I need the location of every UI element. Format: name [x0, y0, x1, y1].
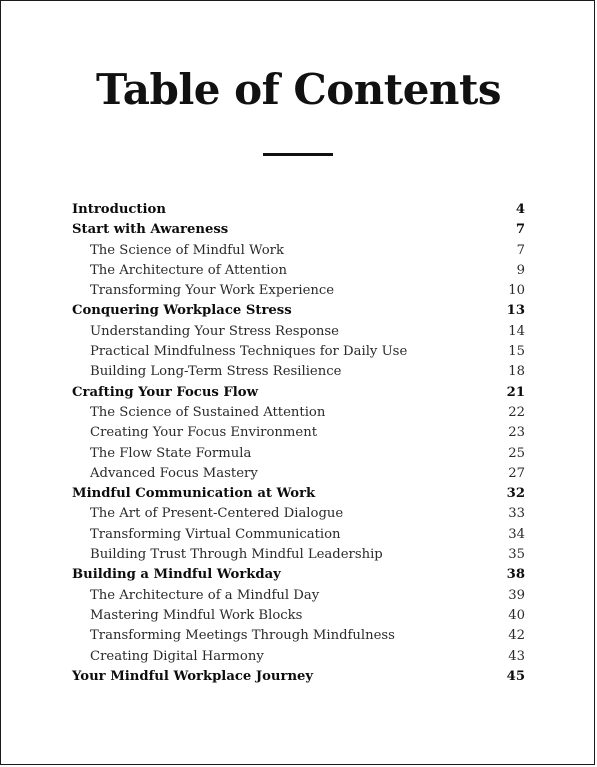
toc-chapter-entry[interactable]	[72, 667, 525, 687]
toc-entry-label: Crafting Your Focus Flow	[72, 384, 258, 400]
toc-section-entry[interactable]	[72, 606, 525, 626]
toc-entry-label: Introduction	[72, 202, 166, 217]
title-divider	[263, 153, 333, 156]
toc-page-number: 21	[506, 384, 525, 400]
toc-page-number: 23	[508, 425, 525, 441]
toc-entry-label: The Science of Mindful Work	[90, 242, 284, 258]
toc-chapter-entry[interactable]	[72, 200, 525, 220]
toc-entry-label: The Architecture of Attention	[90, 262, 287, 278]
toc-section-entry[interactable]	[72, 626, 525, 646]
toc-page-number: 32	[506, 486, 525, 502]
toc-section-entry[interactable]	[72, 403, 525, 423]
table-of-contents	[72, 200, 525, 687]
toc-entry-label: The Flow State Formula	[90, 445, 252, 461]
toc-entry-label: Mindful Communication at Work	[72, 486, 316, 502]
toc-page-number: 13	[506, 303, 525, 319]
toc-chapter-entry[interactable]	[72, 383, 525, 403]
toc-section-entry[interactable]	[72, 322, 525, 342]
toc-entry-label: Building Trust Through Mindful Leadership	[90, 547, 383, 563]
toc-page-number: 4	[515, 202, 525, 217]
toc-page-number: 9	[516, 262, 525, 278]
toc-chapter-entry[interactable]	[72, 565, 525, 585]
toc-section-entry[interactable]	[72, 423, 525, 443]
toc-page-number: 38	[506, 567, 525, 583]
toc-section-entry[interactable]	[72, 261, 525, 281]
toc-entry-label: Creating Your Focus Environment	[90, 425, 318, 441]
toc-chapter-entry[interactable]	[72, 484, 525, 504]
toc-page-number: 22	[508, 404, 525, 420]
toc-page-number: 25	[508, 445, 525, 461]
toc-page-number: 10	[508, 283, 525, 299]
toc-section-entry[interactable]	[72, 444, 525, 464]
toc-page-number: 18	[508, 364, 525, 380]
toc-entry-label: Building Long-Term Stress Resilience	[90, 364, 342, 380]
toc-page-number: 15	[508, 344, 525, 360]
toc-page-number: 33	[508, 506, 525, 522]
toc-entry-label: The Art of Present-Centered Dialogue	[90, 506, 344, 522]
toc-section-entry[interactable]	[72, 647, 525, 667]
toc-section-entry[interactable]	[72, 362, 525, 382]
toc-entry-label: Your Mindful Workplace Journey	[72, 668, 314, 684]
toc-page-number: 7	[515, 222, 525, 238]
page-title: Table of Contents	[96, 65, 501, 114]
toc-entry-label: Transforming Meetings Through Mindfulness	[90, 628, 395, 644]
toc-chapter-entry[interactable]	[72, 301, 525, 321]
toc-page-number: 27	[508, 465, 525, 481]
toc-page-number: 7	[516, 242, 525, 258]
toc-entry-label: Practical Mindfulness Techniques for Daily Use	[90, 344, 408, 360]
toc-page-number: 40	[508, 607, 525, 623]
toc-page-number: 35	[508, 547, 525, 563]
toc-section-entry[interactable]	[72, 342, 525, 362]
toc-page-number: 14	[508, 323, 525, 339]
toc-section-entry[interactable]	[72, 525, 525, 545]
toc-entry-label: Building a Mindful Workday	[72, 567, 281, 583]
toc-entry-label: Understanding Your Stress Response	[90, 323, 339, 339]
toc-section-entry[interactable]	[72, 241, 525, 261]
toc-section-entry[interactable]	[72, 281, 525, 301]
toc-section-entry[interactable]	[72, 464, 525, 484]
toc-entry-label: Transforming Virtual Communication	[90, 526, 341, 542]
toc-entry-label: Start with Awareness	[72, 222, 229, 238]
toc-chapter-entry[interactable]	[72, 220, 525, 240]
toc-section-entry[interactable]	[72, 504, 525, 524]
toc-page-number: 43	[508, 648, 525, 664]
toc-entry-label: Advanced Focus Mastery	[90, 465, 258, 481]
toc-page-number: 45	[506, 668, 525, 684]
toc-entry-label: Creating Digital Harmony	[90, 648, 264, 664]
toc-section-entry[interactable]	[72, 545, 525, 565]
toc-entry-label: Mastering Mindful Work Blocks	[90, 607, 303, 623]
toc-entry-label: Transforming Your Work Experience	[90, 283, 335, 299]
toc-page-number: 34	[508, 526, 525, 542]
toc-page-number: 39	[508, 587, 525, 603]
toc-page-number: 42	[508, 628, 525, 644]
toc-section-entry[interactable]	[72, 586, 525, 606]
toc-entry-label: The Science of Sustained Attention	[90, 404, 326, 420]
toc-entry-label: Conquering Workplace Stress	[72, 303, 292, 319]
toc-entry-label: The Architecture of a Mindful Day	[90, 587, 320, 603]
